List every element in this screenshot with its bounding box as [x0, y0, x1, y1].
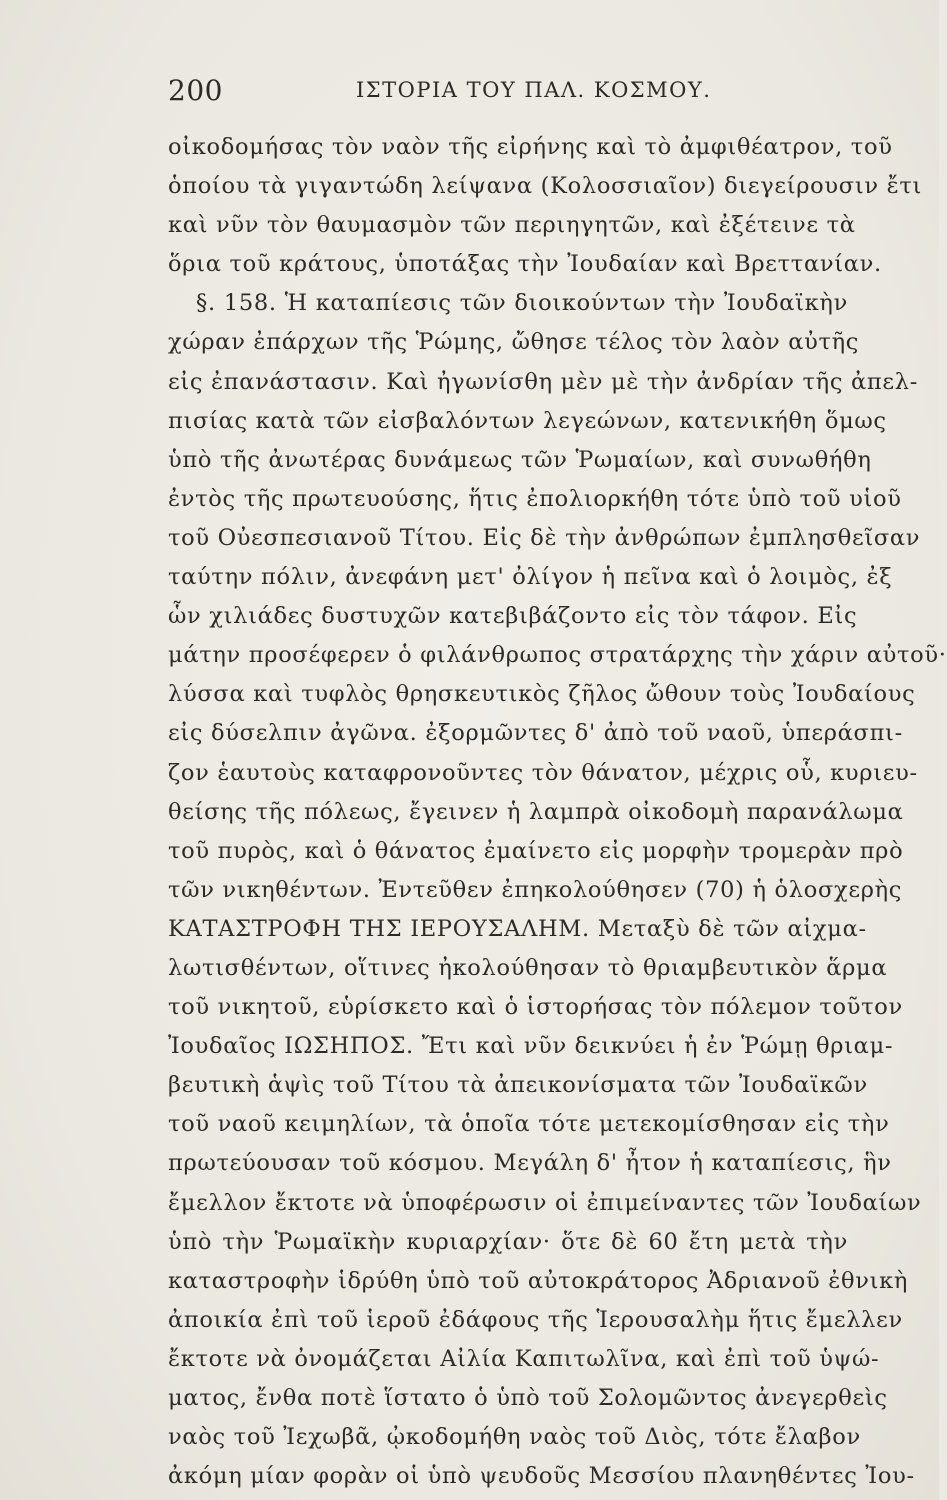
text-line: ὁποίου τὰ γιγαντώδη λείψανα (Κολοσσιαῖον) διεγείρουσιν ἔτι: [168, 173, 923, 200]
text-line: ἀποικία ἐπὶ τοῦ ἱεροῦ ἐδάφους τῆς Ἱερουσαλὴμ ἥτις ἔμελλεν: [168, 1306, 903, 1333]
text-line: ζον ἑαυτοὺς καταφρονοῦντες τὸν θάνατον, μέχρις οὗ, κυριευ-: [168, 759, 918, 786]
text-line: εἰς ἐπανάστασιν. Καὶ ἠγωνίσθη μὲν μὲ τὴν ἀνδρίαν τῆς ἀπελ-: [168, 368, 919, 395]
text-line: ἔμελλον ἔκτοτε νὰ ὑποφέρωσιν οἱ ἐπιμείναντες τῶν Ἰουδαίων: [168, 1189, 922, 1216]
text-line: Ἰουδαῖος ΙΩΣΗΠΟΣ. Ἔτι καὶ νῦν δεικνύει ἡ ἐν Ῥώμῃ θριαμ-: [168, 1033, 894, 1060]
text-line: ἐντὸς τῆς πρωτευούσης, ἥτις ἐπολιορκήθη τότε ὑπὸ τοῦ υἱοῦ: [168, 485, 902, 512]
text-line: §. 158. Ἡ καταπίεσις τῶν διοικούντων τὴν Ἰουδαϊκὴν: [196, 290, 848, 317]
text-line: μάτην προσέφερεν ὁ φιλάνθρωπος στρατάρχης τὴν χάριν αὐτοῦ·: [168, 642, 947, 669]
text-line: λωτισθέντων, οἵτινες ἠκολούθησαν τὸ θριαμβευτικὸν ἅρμα: [168, 954, 888, 981]
text-line: χώραν ἐπάρχων τῆς Ῥώμης, ὤθησε τέλος τὸν λαὸν αὐτῆς: [168, 329, 860, 356]
text-line: ναὸς τοῦ Ἰεχωβᾶ, ᾠκοδομήθη ναὸς τοῦ Διὸς, τότε ἔλαβον: [168, 1424, 861, 1451]
running-title: ΙΣΤΟΡΙΑ ΤΟΥ ΠΑΛ. ΚΟΣΜΟΥ.: [356, 78, 712, 102]
text-line: ἔκτοτε νὰ ὀνομάζεται Αἰλία Καπιτωλῖνα, καὶ ἐπὶ τοῦ ὑψώ-: [168, 1345, 880, 1372]
text-line: ὑπὸ τὴν Ῥωμαϊκὴν κυριαρχίαν· ὅτε δὲ 60 ἔτη μετὰ τὴν: [168, 1228, 848, 1255]
text-line: τοῦ νικητοῦ, εὑρίσκετο καὶ ὁ ἱστορήσας τὸν πόλεμον τοῦτον: [168, 994, 903, 1021]
text-line: πρωτεύουσαν τοῦ κόσμου. Μεγάλη δ' ἦτον ἡ καταπίεσις, ἣν: [168, 1150, 892, 1177]
text-line: τοῦ Οὐεσπεσιανοῦ Τίτου. Εἰς δὲ τὴν ἀνθρώπων ἐμπλησθεῖσαν: [168, 524, 921, 551]
text-line: ταύτην πόλιν, ἀνεφάνη μετ' ὀλίγον ἡ πεῖνα καὶ ὁ λοιμὸς, ἐξ: [168, 564, 893, 591]
body-text: [168, 128, 947, 1496]
text-line: οἰκοδομήσας τὸν ναὸν τῆς εἰρήνης καὶ τὸ ἀμφιθέατρον, τοῦ: [168, 134, 893, 160]
text-line: ὑπὸ τῆς ἀνωτέρας δυνάμεως τῶν Ῥωμαίων, καὶ συνωθήθη: [168, 446, 872, 473]
text-line: πισίας κατὰ τῶν εἰσβαλόντων λεγεώνων, κατενικήθη ὅμως: [168, 407, 887, 434]
text-line: ὅρια τοῦ κράτους, ὑποτάξας τὴν Ἰουδαίαν καὶ Βρεττανίαν.: [168, 251, 882, 278]
text-line: λύσσα καὶ τυφλὸς θρησκευτικὸς ζῆλος ὤθουν τοὺς Ἰουδαίους: [168, 681, 916, 708]
text-line: καταστροφὴν ἱδρύθη ὑπὸ τοῦ αὐτοκράτορος Ἀδριανοῦ ἐθνικὴ: [168, 1267, 909, 1294]
page-header: [168, 74, 828, 114]
text-line: ματος, ἔνθα ποτὲ ἵστατο ὁ ὑπὸ τοῦ Σολομῶντος ἀνεγερθεὶς: [168, 1385, 888, 1411]
text-line: εἰς δύσελπιν ἀγῶνα. ἐξορμῶντες δ' ἀπὸ τοῦ ναοῦ, ὑπεράσπι-: [168, 720, 903, 747]
page-number: 200: [168, 74, 223, 107]
text-line: ὧν χιλιάδες δυστυχῶν κατεβιβάζοντο εἰς τὸν τάφον. Εἰς: [168, 603, 858, 630]
text-line: βευτικὴ ἁψὶς τοῦ Τίτου τὰ ἀπεικονίσματα τῶν Ἰουδαϊκῶν: [168, 1072, 868, 1099]
text-line: θείσης τῆς πόλεως, ἔγεινεν ἡ λαμπρὰ οἰκοδομὴ παρανάλωμα: [168, 798, 904, 825]
text-line: τοῦ πυρὸς, καὶ ὁ θάνατος ἐμαίνετο εἰς μορφὴν τρομερὰν πρὸ: [168, 837, 904, 864]
text-line: ἀκόμη μίαν φορὰν οἱ ὑπὸ ψευδοῦς Μεσσίου πλανηθέντες Ἰου-: [168, 1463, 915, 1490]
text-line: τοῦ ναοῦ κειμηλίων, τὰ ὁποῖα τότε μετεκομίσθησαν εἰς τὴν: [168, 1111, 890, 1138]
text-line: καὶ νῦν τὸν θαυμασμὸν τῶν περιηγητῶν, καὶ ἐξέτεινε τὰ: [168, 212, 856, 239]
text-line: τῶν νικηθέντων. Ἐντεῦθεν ἐπηκολούθησεν (70) ἡ ὁλοσχερὴς: [168, 876, 903, 903]
text-line: ΚΑΤΑΣΤΡΟΦΗ ΤΗΣ ΙΕΡΟΥΣΑΛΗΜ. Μεταξὺ δὲ τῶν αἰχμα-: [168, 915, 867, 942]
